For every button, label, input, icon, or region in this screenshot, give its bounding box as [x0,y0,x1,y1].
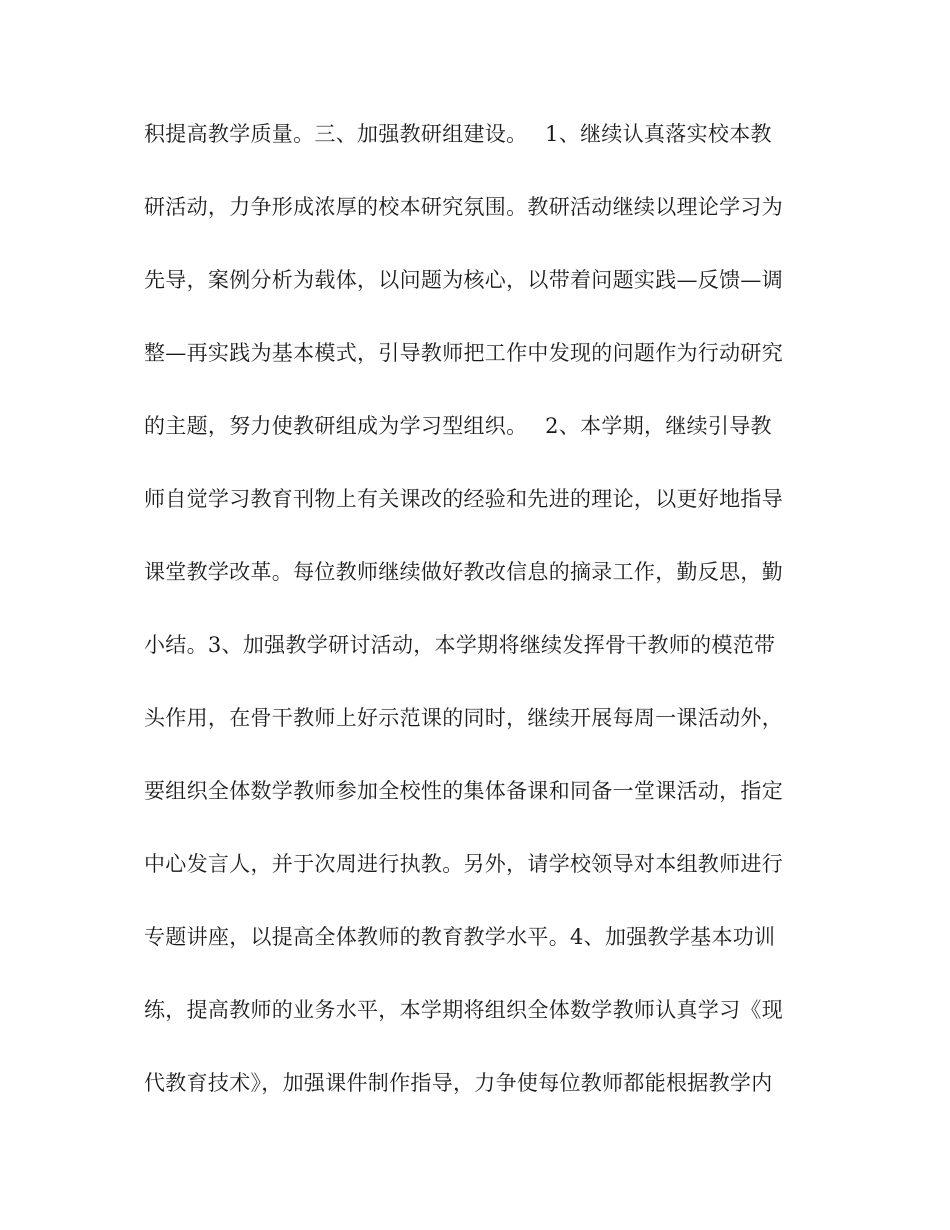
text-line: 课堂教学改革。每位教师继续做好教改信息的摘录工作，勤反思，勤 [144,560,783,584]
text-line: 积提高教学质量。三、加强教研组建设。 1、继续认真落实校本教 [144,122,772,146]
text-line: 练，提高教师的业务水平，本学期将组织全体数学教师认真学习《现 [144,998,783,1022]
text-line: 专题讲座，以提高全体教师的教育教学水平。4、加强教学基本功训 [144,925,776,949]
text-line: 师自觉学习教育刊物上有关课改的经验和先进的理论，以更好地指导 [144,487,783,511]
text-line: 小结。3、加强教学研讨活动，本学期将继续发挥骨干教师的模范带 [144,633,776,657]
text-line: 代教育技术》，加强课件制作指导，力争使每位教师都能根据教学内 [144,1071,773,1095]
body-text [144,122,814,1144]
text-line: 研活动，力争形成浓厚的校本研究氛围。教研活动继续以理论学习为 [144,195,783,219]
text-line: 要组织全体数学教师参加全校性的集体备课和同备一堂课活动，指定 [144,779,783,803]
text-line: 先导，案例分析为载体，以问题为核心，以带着问题实践—反馈—调 [144,268,783,292]
text-line: 中心发言人，并于次周进行执教。另外，请学校领导对本组教师进行 [144,852,783,876]
text-line: 的主题，努力使教研组成为学习型组织。 2、本学期，继续引导教 [144,414,772,438]
text-line: 整—再实践为基本模式，引导教师把工作中发现的问题作为行动研究 [144,341,783,365]
text-line: 头作用，在骨干教师上好示范课的同时，继续开展每周一课活动外， [144,706,783,730]
